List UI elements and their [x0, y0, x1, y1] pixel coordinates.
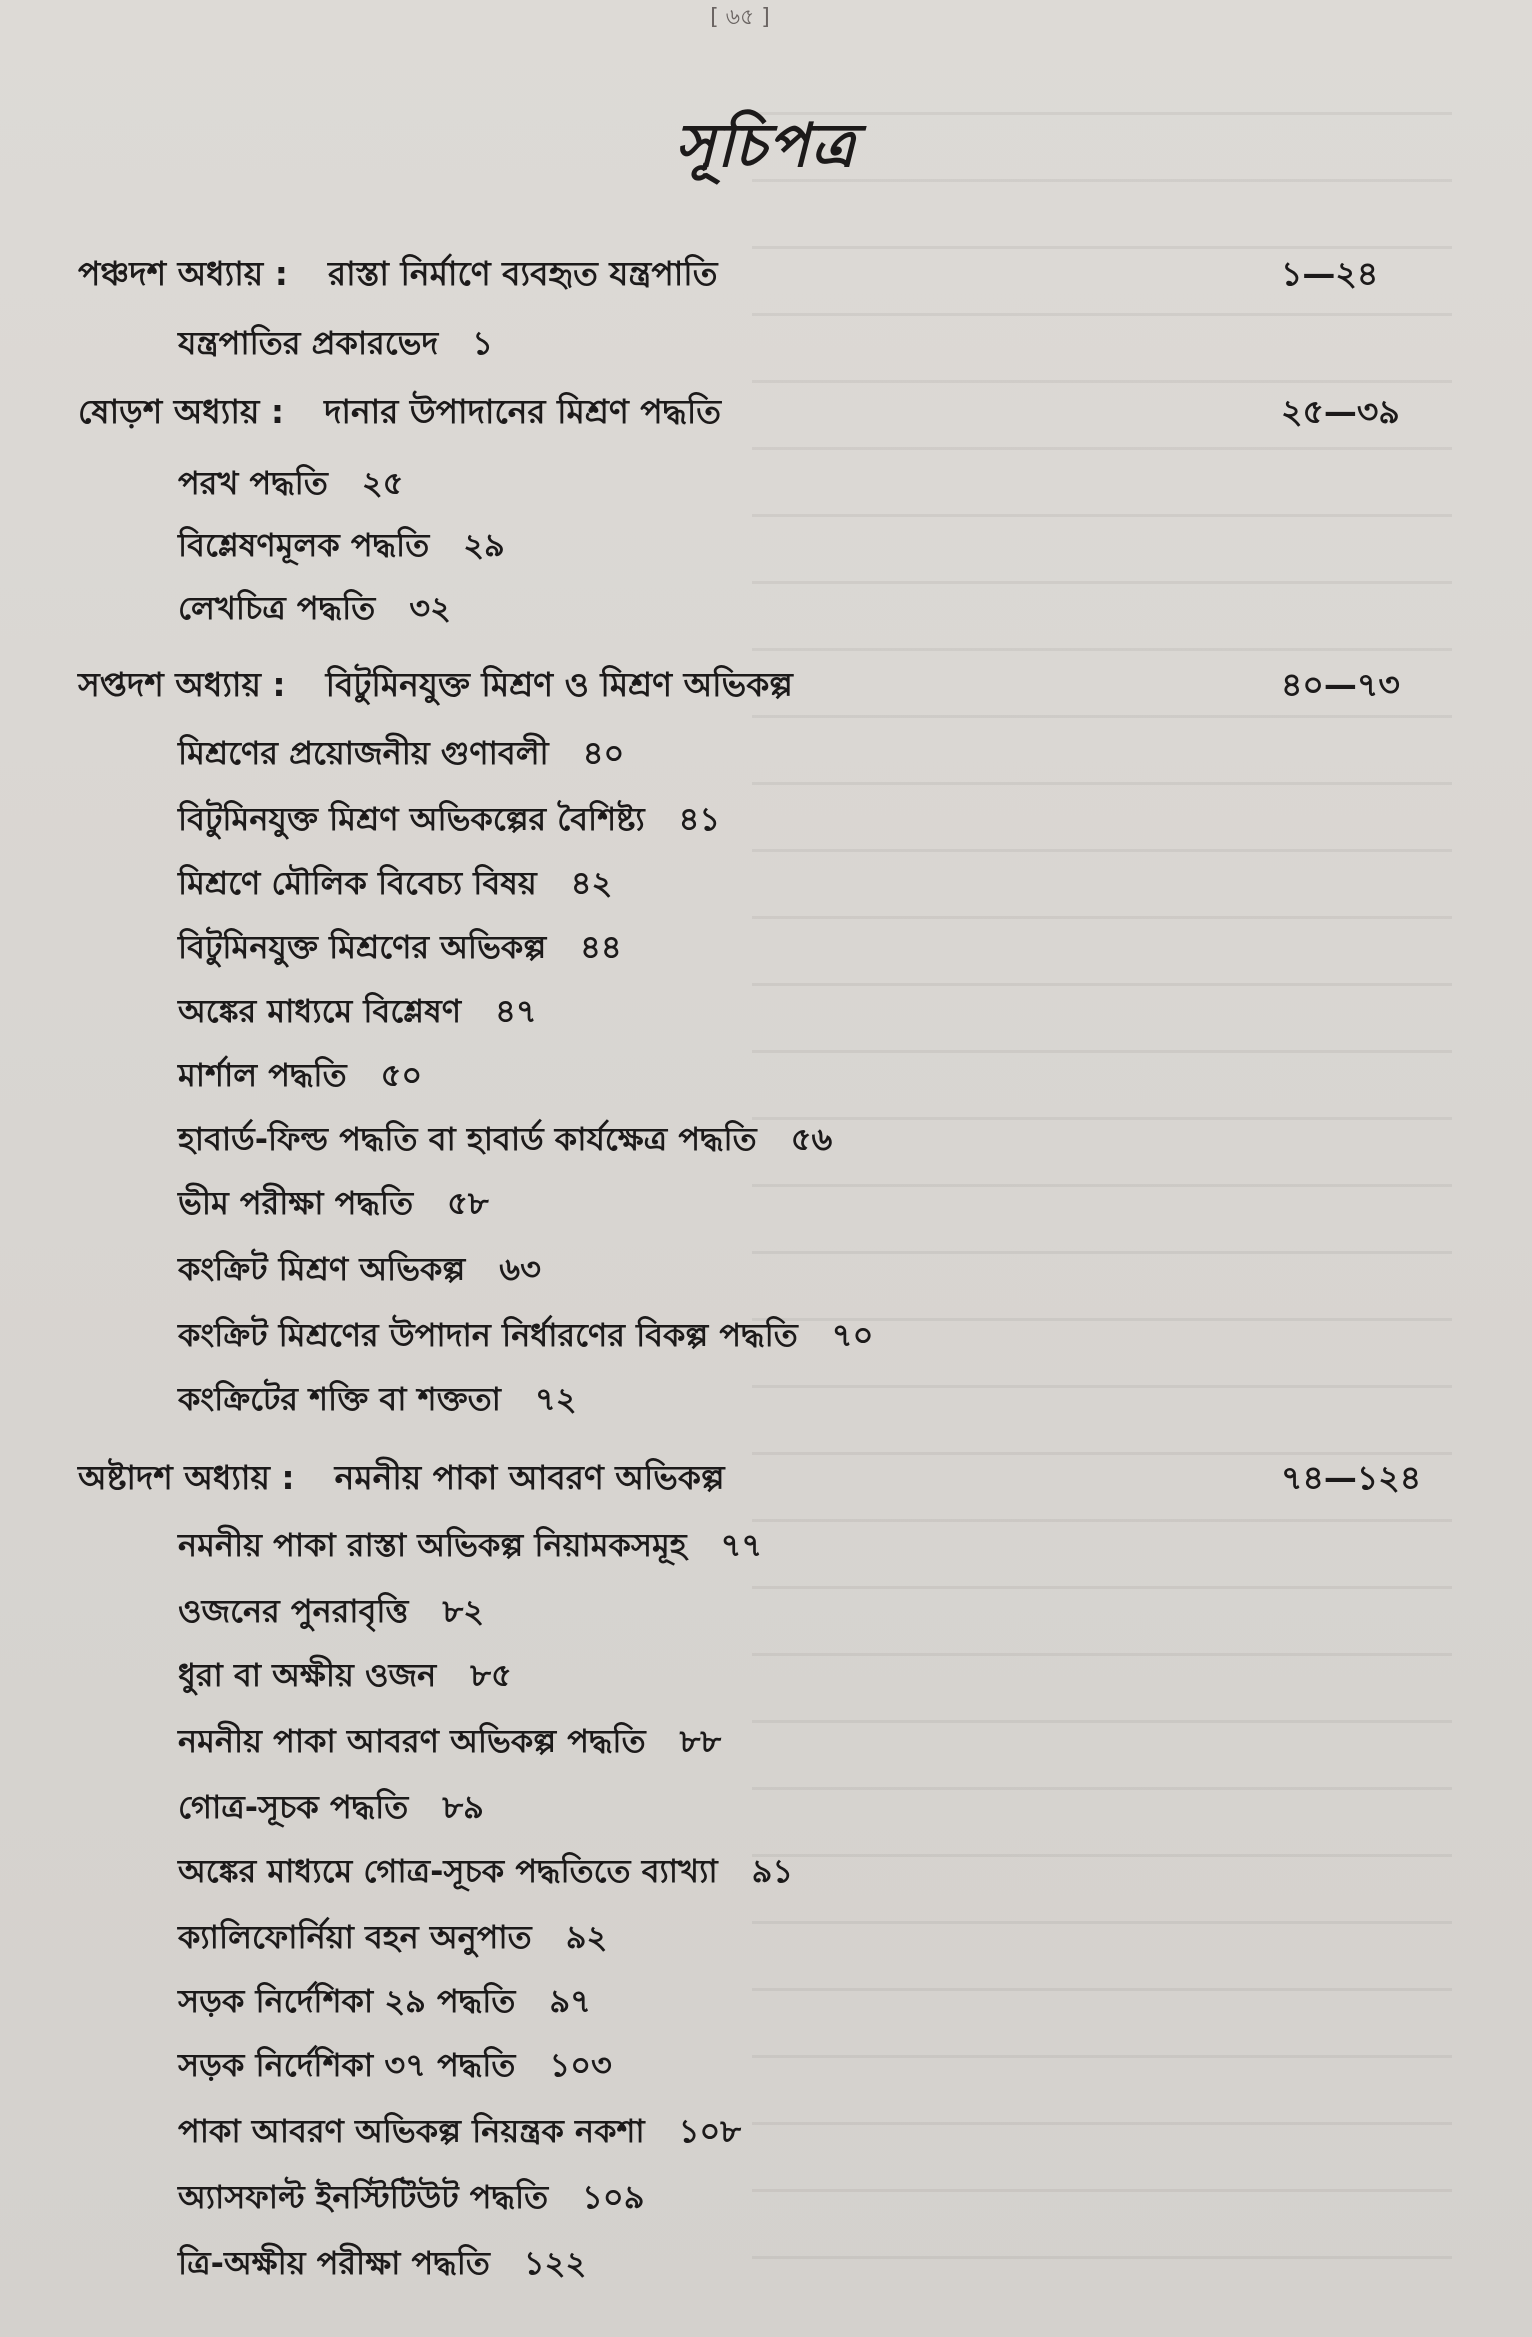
chapter-number: পঞ্চদশ অধ্যায় :: [78, 254, 288, 293]
entry-page: ১: [472, 324, 493, 362]
toc-entry: [178, 2172, 645, 2226]
entry-label: মিশ্রণের প্রয়োজনীয় গুণাবলী: [178, 734, 549, 772]
entry-page: ৫৮: [447, 1184, 489, 1222]
toc-entry: [178, 794, 720, 848]
toc-entry: [178, 458, 403, 512]
toc-entry: [178, 1782, 484, 1836]
toc-entry: [178, 986, 537, 1040]
chapter-number: ষোড়শ অধ্যায় :: [78, 392, 285, 431]
toc-entry: [178, 520, 505, 574]
entry-page: ৪১: [678, 800, 721, 838]
entry-page: ৭০: [831, 1316, 874, 1354]
chapter-name: দানার উপাদানের মিশ্রণ পদ্ধতি: [324, 392, 722, 431]
toc-entry: [178, 1374, 577, 1428]
entry-page: ৪৭: [495, 992, 537, 1030]
chapter-page-range: ৪০—৭৩: [1281, 665, 1400, 704]
entry-page: ৭২: [534, 1380, 577, 1418]
toc-entry: [178, 728, 624, 782]
entry-page: ৮২: [442, 1592, 485, 1630]
chapter-heading: [78, 1452, 1422, 1508]
chapter-name: নমনীয় পাকা আবরণ অভিকল্প: [334, 1458, 725, 1497]
chapter-page-range: ১—২৪: [1281, 254, 1379, 293]
toc-entry: [178, 1244, 541, 1298]
entry-page: ২৯: [463, 526, 505, 564]
toc-entry: [178, 1310, 873, 1364]
entry-page: ১০৯: [582, 2178, 645, 2216]
entry-label: মিশ্রণে মৌলিক বিবেচ্য বিষয়: [178, 864, 537, 902]
entry-label: বিশ্লেষণমূলক পদ্ধতি: [178, 526, 430, 564]
toc-entry: [178, 318, 493, 372]
chapter-name: রাস্তা নির্মাণে ব্যবহৃত যন্ত্রপাতি: [327, 254, 718, 293]
entry-label: ধুরা বা অক্ষীয় ওজন: [178, 1656, 437, 1694]
entry-page: ৮৮: [679, 1722, 722, 1760]
entry-page: ৯৭: [549, 1982, 591, 2020]
entry-page: ২৫: [361, 464, 404, 502]
entry-label: যন্ত্রপাতির প্রকারভেদ: [178, 324, 439, 362]
toc-entry: [178, 2040, 612, 2094]
entry-page: ৯২: [565, 1918, 608, 1956]
entry-label: মার্শাল পদ্ধতি: [178, 1056, 347, 1094]
toc-entry: [178, 1846, 793, 1900]
chapter-page-range: ৭৪—১২৪: [1281, 1458, 1422, 1497]
entry-page: ৮৫: [470, 1656, 512, 1694]
toc-entry: [178, 1114, 832, 1168]
entry-page: ৫৬: [790, 1120, 833, 1158]
entry-label: অঙ্কের মাধ্যমে বিশ্লেষণ: [178, 992, 462, 1030]
toc-entry: [178, 1178, 489, 1232]
entry-label: কংক্রিট মিশ্রণের উপাদান নির্ধারণের বিকল্প পদ্ধতি: [178, 1316, 798, 1354]
entry-page: ১০৮: [678, 2112, 742, 2150]
toc-entry: [178, 858, 612, 912]
entry-page: ১০৩: [549, 2046, 612, 2084]
toc-entry: [178, 1586, 484, 1640]
toc-entry: [178, 2106, 741, 2160]
toc-entry: [178, 583, 451, 637]
entry-page: ৬৩: [499, 1250, 541, 1288]
page-folio: [ ৬৫ ]: [710, 5, 770, 30]
entry-page: ৮৯: [442, 1788, 484, 1826]
entry-label: হাবার্ড-ফিল্ড পদ্ধতি বা হাবার্ড কার্যক্ষেত্র পদ্ধতি: [178, 1120, 757, 1158]
entry-label: অঙ্কের মাধ্যমে গোত্র-সূচক পদ্ধতিতে ব্যাখ্যা: [178, 1852, 718, 1890]
chapter-page-range: ২৫—৩৯: [1281, 392, 1400, 431]
toc-entry: [178, 1050, 422, 1104]
toc-entry: [178, 922, 622, 976]
entry-label: ক্যালিফোর্নিয়া বহন অনুপাত: [178, 1918, 532, 1956]
entry-label: গোত্র-সূচক পদ্ধতি: [178, 1788, 409, 1826]
entry-label: ভীম পরীক্ষা পদ্ধতি: [178, 1184, 414, 1222]
entry-label: কংক্রিটের শক্তি বা শক্ততা: [178, 1380, 501, 1418]
entry-label: লেখচিত্র পদ্ধতি: [178, 589, 376, 627]
entry-label: বিটুমিনযুক্ত মিশ্রণ অভিকল্পের বৈশিষ্ট্য: [178, 800, 645, 838]
entry-page: ৫০: [380, 1056, 423, 1094]
chapter-heading: [78, 386, 1400, 442]
entry-label: অ্যাসফাল্ট ইনস্টিটিউট পদ্ধতি: [178, 2178, 549, 2216]
entry-page: ৯১: [751, 1852, 794, 1890]
entry-label: নমনীয় পাকা রাস্তা অভিকল্প নিয়ামকসমূহ: [178, 1526, 687, 1564]
entry-page: ৪০: [582, 734, 625, 772]
entry-label: পরখ পদ্ধতি: [178, 464, 328, 502]
chapter-number: সপ্তদশ অধ্যায় :: [78, 665, 286, 704]
toc-entry: [178, 1976, 591, 2030]
toc-entry: [178, 1650, 512, 1704]
toc-entry: [178, 1912, 607, 1966]
entry-page: ৩২: [409, 589, 451, 627]
entry-page: ১২২: [523, 2244, 587, 2282]
toc-entry: [178, 1520, 762, 1574]
entry-label: বিটুমিনযুক্ত মিশ্রণের অভিকল্প: [178, 928, 547, 966]
page-title: সূচিপত্র: [675, 111, 857, 181]
chapter-name: বিটুমিনযুক্ত মিশ্রণ ও মিশ্রণ অভিকল্প: [325, 665, 793, 704]
entry-label: সড়ক নির্দেশিকা ৩৭ পদ্ধতি: [178, 2046, 516, 2084]
entry-page: ৪৪: [580, 928, 622, 966]
chapter-heading: [78, 248, 1379, 304]
entry-page: ৪২: [570, 864, 613, 902]
chapter-number: অষ্টাদশ অধ্যায় :: [78, 1458, 295, 1497]
entry-label: কংক্রিট মিশ্রণ অভিকল্প: [178, 1250, 466, 1288]
entry-label: পাকা আবরণ অভিকল্প নিয়ন্ত্রক নকশা: [178, 2112, 645, 2150]
entry-label: সড়ক নির্দেশিকা ২৯ পদ্ধতি: [178, 1982, 516, 2020]
entry-label: নমনীয় পাকা আবরণ অভিকল্প পদ্ধতি: [178, 1722, 646, 1760]
entry-label: ত্রি-অক্ষীয় পরীক্ষা পদ্ধতি: [178, 2244, 490, 2282]
chapter-heading: [78, 659, 1400, 715]
toc-entry: [178, 2238, 586, 2292]
toc-entry: [178, 1716, 721, 1770]
entry-label: ওজনের পুনরাবৃত্তি: [178, 1592, 409, 1630]
entry-page: ৭৭: [720, 1526, 763, 1564]
